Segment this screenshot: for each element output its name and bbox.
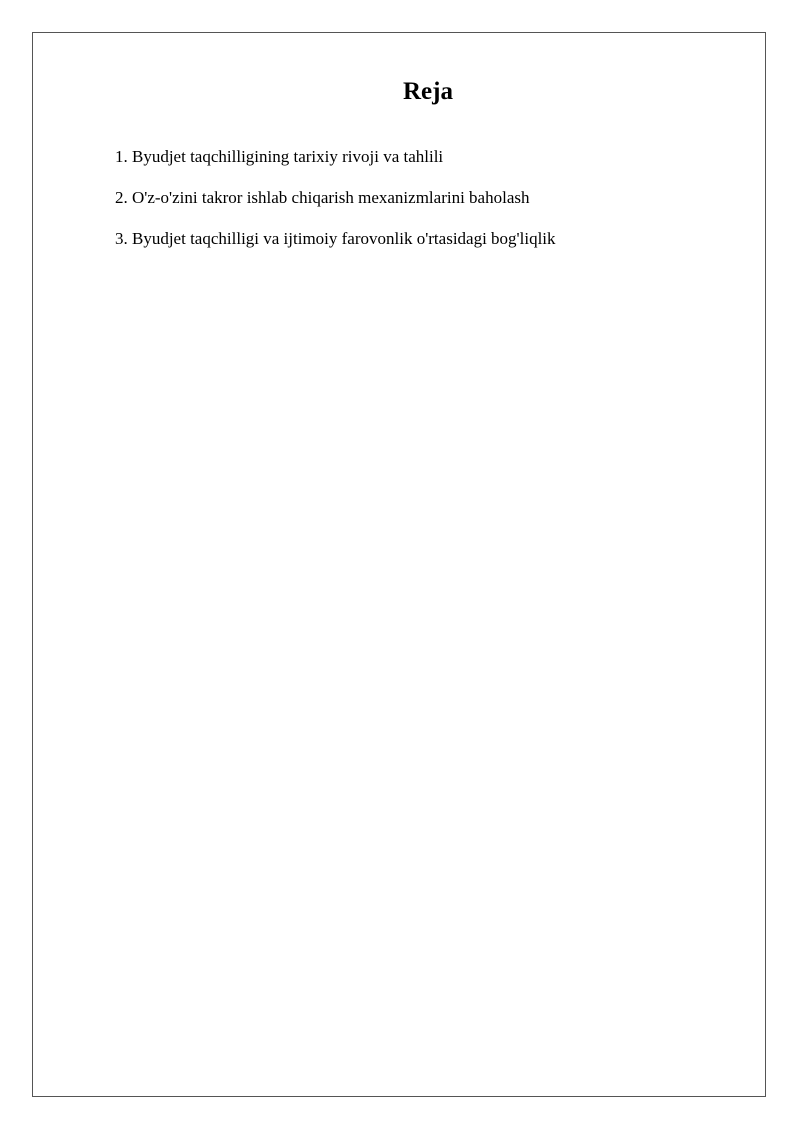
document-title: Reja (403, 78, 453, 105)
plan-item-3: 3. Byudjet taqchilligi va ijtimoiy farovonlik o'rtasidagi bog'liqlik (115, 229, 556, 248)
plan-item-2: 2. O'z-o'zini takror ishlab chiqarish mexanizmlarini baholash (115, 188, 530, 207)
plan-list (115, 145, 556, 268)
plan-item-1: 1. Byudjet taqchilligining tarixiy rivoji va tahlili (115, 147, 444, 166)
